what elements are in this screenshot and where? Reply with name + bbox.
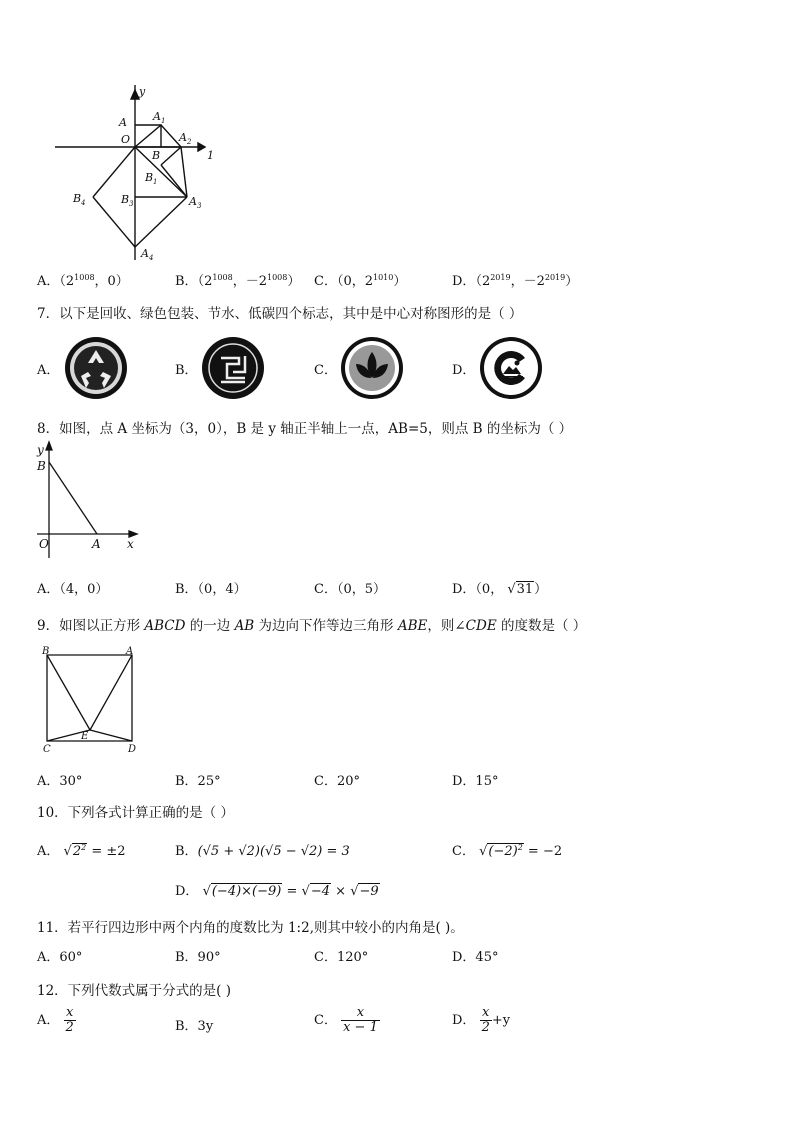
stem-text: 为边向下作等边三角形 bbox=[254, 618, 398, 634]
recycle-logo-icon[interactable] bbox=[64, 336, 128, 400]
q12-option-a[interactable] bbox=[37, 1006, 76, 1035]
denominator: 2 bbox=[65, 1020, 74, 1035]
q6-label-a2-sub: 2 bbox=[187, 138, 192, 146]
math-var: ABCD bbox=[144, 618, 186, 634]
q9-option-d[interactable]: D．15° bbox=[452, 774, 499, 789]
option-key: B． bbox=[175, 274, 198, 289]
q9-label-a: A bbox=[126, 646, 134, 657]
q6-option-c[interactable] bbox=[314, 270, 406, 289]
q9-option-c[interactable]: C．20° bbox=[314, 774, 360, 789]
option-key: C． bbox=[452, 844, 475, 859]
stem-text: 的度数是（ ） bbox=[496, 618, 587, 634]
option-key: D． bbox=[175, 884, 199, 899]
water-saving-logo-icon[interactable] bbox=[340, 336, 404, 400]
q11-stem: 11．若平行四边形中两个内角的度数比为 1:2,则其中较小的内角是( )。 bbox=[37, 920, 464, 936]
q10-option-b[interactable] bbox=[175, 840, 350, 859]
radicand-base: 2 bbox=[72, 844, 82, 859]
radicand: −4 bbox=[310, 884, 331, 899]
q6-label-b4: B bbox=[73, 192, 82, 205]
q6-option-b[interactable] bbox=[175, 270, 300, 289]
q6-figure bbox=[55, 85, 225, 265]
option-text: = bbox=[282, 884, 302, 899]
q7-option-d-key[interactable]: D． bbox=[452, 363, 476, 378]
q6-label-a3: A bbox=[189, 195, 197, 208]
option-text: D．（0， bbox=[452, 582, 504, 597]
option-text: +y bbox=[491, 1013, 511, 1028]
math-var: ABE bbox=[397, 618, 428, 634]
q11-option-c[interactable]: C．120° bbox=[314, 950, 369, 965]
q6-label-x: 1 bbox=[207, 149, 214, 162]
q6-label-a1-sub: 1 bbox=[161, 117, 166, 125]
q12-option-c[interactable] bbox=[314, 1006, 380, 1035]
q6-label-a3-sub: 3 bbox=[197, 202, 202, 210]
q6-label-a: A bbox=[119, 116, 127, 129]
q8-y-label: y bbox=[37, 443, 44, 457]
q7-stem: 7．以下是回收、绿色包装、节水、低碳四个标志，其中是中心对称图形的是（ ） bbox=[37, 306, 523, 322]
option-expr: (√5 + √2)(√5 − √2) = 3 bbox=[197, 844, 350, 859]
q6-label-b3: B bbox=[121, 193, 130, 206]
radicand: 31 bbox=[516, 582, 534, 597]
q8-figure bbox=[37, 440, 147, 560]
q6-label-a2: A bbox=[179, 131, 187, 144]
exponent: 2 bbox=[517, 843, 523, 852]
option-sup: 1008 bbox=[212, 273, 233, 282]
q6-label-o: O bbox=[121, 133, 131, 146]
option-key: D． bbox=[452, 1013, 476, 1028]
q6-y-label: y bbox=[139, 85, 146, 98]
option-text: （0，2 bbox=[336, 274, 373, 289]
radicand bbox=[487, 843, 523, 859]
option-text: ，－2 bbox=[510, 274, 545, 289]
q6-option-a[interactable] bbox=[37, 270, 129, 289]
option-text: ，－2 bbox=[232, 274, 267, 289]
fraction bbox=[480, 1006, 492, 1035]
option-sup: 2019 bbox=[544, 273, 566, 282]
q6-label-a4: A bbox=[141, 247, 149, 260]
q8-option-a[interactable]: A．（4，0） bbox=[37, 582, 109, 597]
q6-label-b: B bbox=[152, 149, 161, 162]
q9-option-b[interactable]: B．25° bbox=[175, 774, 221, 789]
green-package-logo-icon[interactable] bbox=[201, 336, 265, 400]
option-text: ） bbox=[565, 274, 579, 289]
q11-option-b[interactable]: B．90° bbox=[175, 950, 221, 965]
q10-option-d[interactable]: D． √(−4)×(−9) = √−4 × √−9 bbox=[175, 884, 379, 899]
stem-text: 9．如图以正方形 bbox=[37, 618, 145, 634]
q10-option-a[interactable]: A． $√2^2 = \pm 2$ bbox=[37, 843, 126, 859]
q8-option-b[interactable]: B．（0，4） bbox=[175, 582, 247, 597]
q8-o-label: O bbox=[39, 537, 49, 551]
q8-a-label: A bbox=[92, 537, 101, 551]
q7-option-a-key[interactable]: A． bbox=[37, 363, 60, 378]
radicand: −9 bbox=[359, 884, 379, 899]
q8-option-d[interactable]: D．（0， √31） bbox=[452, 582, 548, 597]
option-text: ，0） bbox=[94, 274, 129, 289]
q8-b-label: B bbox=[37, 459, 46, 473]
option-text: （2 bbox=[197, 274, 213, 289]
numerator: x bbox=[64, 1006, 76, 1021]
q12-stem: 12．下列代数式属于分式的是( ) bbox=[37, 983, 232, 999]
stem-text: 的一边 bbox=[185, 618, 235, 634]
stem-text: ，则∠ bbox=[427, 618, 466, 634]
q11-option-a[interactable]: A．60° bbox=[37, 950, 83, 965]
low-carbon-logo-icon[interactable] bbox=[479, 336, 543, 400]
q6-label-b1: B bbox=[145, 171, 154, 184]
option-text: = −2 bbox=[523, 844, 563, 859]
q8-x-label: x bbox=[127, 537, 134, 551]
option-key: B． bbox=[175, 844, 198, 859]
q10-stem: 10．下列各式计算正确的是（ ） bbox=[37, 805, 234, 821]
option-key: A． bbox=[37, 844, 60, 859]
q9-label-e: E bbox=[81, 731, 89, 742]
radicand bbox=[72, 843, 87, 859]
denominator: 2 bbox=[481, 1020, 490, 1035]
q9-option-a[interactable]: A．30° bbox=[37, 774, 83, 789]
q9-label-d: D bbox=[128, 744, 137, 755]
q9-label-c: C bbox=[43, 744, 51, 755]
radicand: (−4)×(−9) bbox=[211, 884, 282, 899]
q9-figure bbox=[40, 645, 150, 760]
q12-option-d[interactable] bbox=[452, 1006, 510, 1035]
option-text: = ±2 bbox=[87, 844, 126, 859]
q7-option-c-key[interactable]: C． bbox=[314, 363, 337, 378]
q6-label-b1-sub: 1 bbox=[153, 178, 158, 186]
option-key: A． bbox=[37, 1013, 60, 1028]
option-key: A． bbox=[37, 274, 60, 289]
fraction bbox=[341, 1006, 380, 1035]
option-sup: 1008 bbox=[74, 273, 95, 282]
q6-option-d[interactable] bbox=[452, 270, 578, 289]
q12-option-b[interactable]: B．3y bbox=[175, 1019, 214, 1034]
option-text: × bbox=[331, 884, 351, 899]
q10-option-c[interactable]: C． $√(-2)^2 = -2$ bbox=[452, 843, 563, 859]
option-text: ） bbox=[393, 274, 407, 289]
option-key: C． bbox=[314, 274, 337, 289]
option-key: C． bbox=[314, 1013, 337, 1028]
q8-option-c[interactable]: C．（0，5） bbox=[314, 582, 386, 597]
radicand-base: (−2) bbox=[488, 844, 518, 859]
math-var: AB bbox=[234, 618, 255, 634]
q6-label-b4-sub: 4 bbox=[81, 199, 86, 207]
option-key: D． bbox=[452, 274, 476, 289]
q6-label-a1: A bbox=[153, 110, 161, 123]
denominator: x − 1 bbox=[343, 1020, 378, 1035]
numerator: x bbox=[341, 1006, 380, 1021]
q11-option-d[interactable]: D．45° bbox=[452, 950, 499, 965]
option-sup: 2019 bbox=[490, 273, 511, 282]
q6-label-b3-sub: 3 bbox=[129, 200, 134, 208]
option-sup: 1010 bbox=[373, 273, 394, 282]
math-var: CDE bbox=[465, 618, 497, 634]
q9-label-b: B bbox=[42, 646, 50, 657]
q6-label-a4-sub: 4 bbox=[149, 254, 154, 262]
fraction bbox=[64, 1006, 76, 1035]
exponent: 2 bbox=[81, 843, 87, 852]
q7-option-b-key[interactable]: B． bbox=[175, 363, 198, 378]
q8-stem: 8．如图，点 A 坐标为（3，0），B 是 y 轴正半轴上一点，AB=5，则点 B 的坐标为（ ） bbox=[37, 421, 573, 437]
option-sup: 1008 bbox=[266, 273, 288, 282]
option-text: （2 bbox=[59, 274, 75, 289]
option-text: ） bbox=[287, 274, 301, 289]
numerator: x bbox=[480, 1006, 492, 1021]
option-text: ） bbox=[534, 582, 548, 597]
option-text: （2 bbox=[475, 274, 491, 289]
q9-stem bbox=[37, 614, 586, 634]
